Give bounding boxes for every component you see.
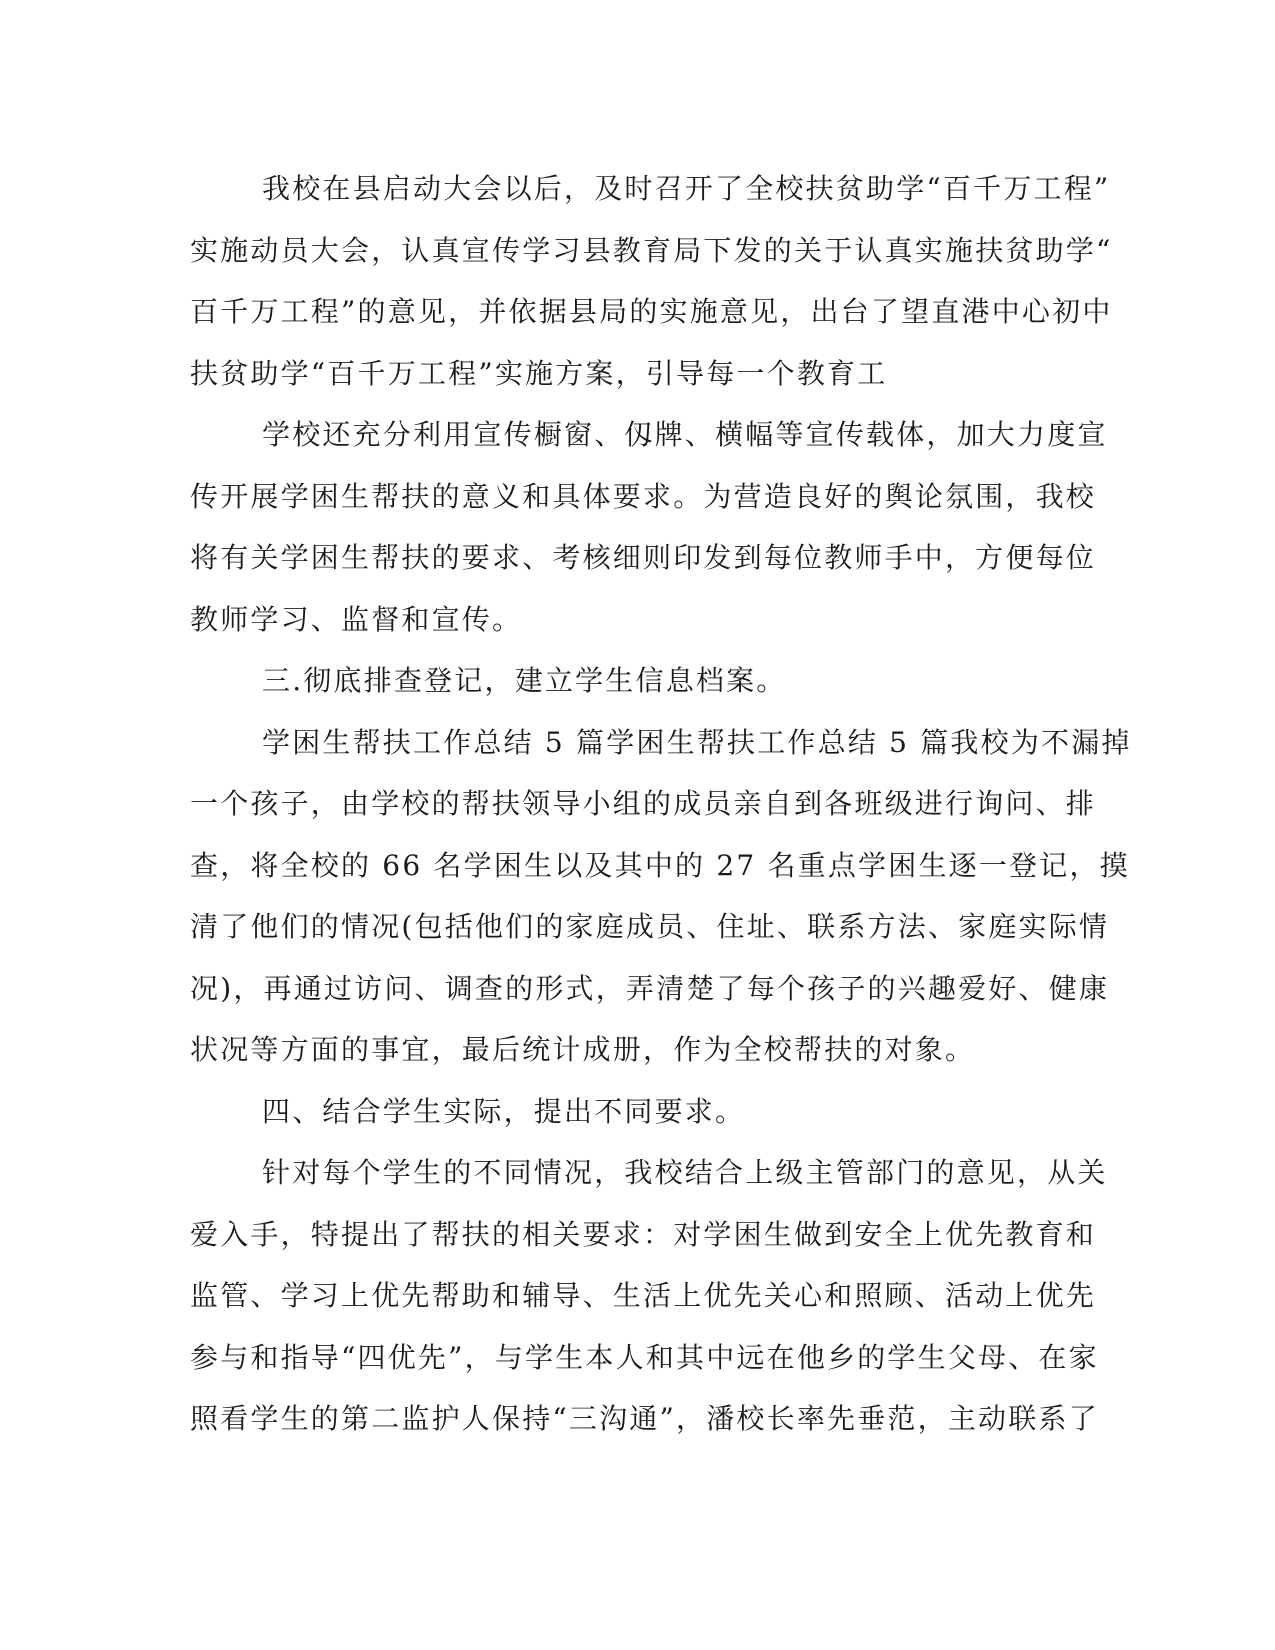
section-heading-4 xyxy=(190,1081,1085,1143)
text-line: 四、结合学生实际，提出不同要求。 xyxy=(262,1094,746,1128)
text-line: 三.彻底排查登记，建立学生信息档案。 xyxy=(262,664,787,697)
text-line: 况)，再通过访问、调查的形式，弄清楚了每个孩子的兴趣爱好、健康 xyxy=(190,971,1110,1005)
text-line: 我校在县启动大会以后，及时召开了全校扶贫助学“百千万工程” xyxy=(262,172,1111,205)
text-line: 参与和指导“四优先”，与学生本人和其中远在他乡的学生父母、在家 xyxy=(190,1340,1099,1374)
text-line: 实施动员大会，认真宣传学习县教育局下发的关于认真实施扶贫助学“ xyxy=(190,233,1113,267)
text-line: 教师学习、监督和宣传。 xyxy=(190,602,523,636)
text-line: 状况等方面的事宜，最后统计成册，作为全校帮扶的对象。 xyxy=(190,1033,976,1066)
text-line: 百千万工程”的意见，并依据县局的实施意见，出台了望直港中心初中 xyxy=(190,295,1113,328)
text-line: 监管、学习上优先帮助和辅导、生活上优先关心和照顾、活动上优先 xyxy=(190,1279,1097,1312)
text-line: 学困生帮扶工作总结 5 篇学困生帮扶工作总结 5 篇我校为不漏掉 xyxy=(262,725,1132,759)
text-line: 将有关学困生帮扶的要求、考核细则印发到每位教师手中，方便每位 xyxy=(190,541,1097,574)
text-line: 学校还充分利用宣传橱窗、仭牌、横幅等宣传载体，加大力度宣 xyxy=(262,418,1108,451)
text-line: 查，将全校的 66 名学困生以及其中的 27 名重点学困生逐一登记，摸 xyxy=(190,848,1130,882)
text-line: 针对每个学生的不同情况，我校结合上级主管部门的意见，从关 xyxy=(262,1156,1108,1189)
paragraph-2 xyxy=(190,404,1108,650)
text-line: 照看学生的第二监护人保持“三沟通”，潘校长率先垂范，主动联系了 xyxy=(190,1402,1099,1435)
text-line: 清了他们的情况(包括他们的家庭成员、住址、联系方法、家庭实际情 xyxy=(190,910,1110,943)
text-line: 传开展学困生帮扶的意义和具体要求。为营造良好的舆论氛围，我校 xyxy=(190,479,1097,513)
section-heading-3 xyxy=(190,650,1085,712)
paragraph-1 xyxy=(190,158,1113,404)
text-line: 扶贫助学“百千万工程”实施方案，引导每一个教育工 xyxy=(190,356,888,390)
paragraph-4 xyxy=(190,712,1132,1081)
paragraph-6 xyxy=(190,1142,1108,1450)
document-body xyxy=(190,158,1132,1450)
text-line: 一个孩子，由学校的帮扶领导小组的成员亲自到各班级进行询问、排 xyxy=(190,787,1097,820)
text-line: 爱入手，特提出了帮扶的相关要求：对学困生做到安全上优先教育和 xyxy=(190,1217,1097,1251)
